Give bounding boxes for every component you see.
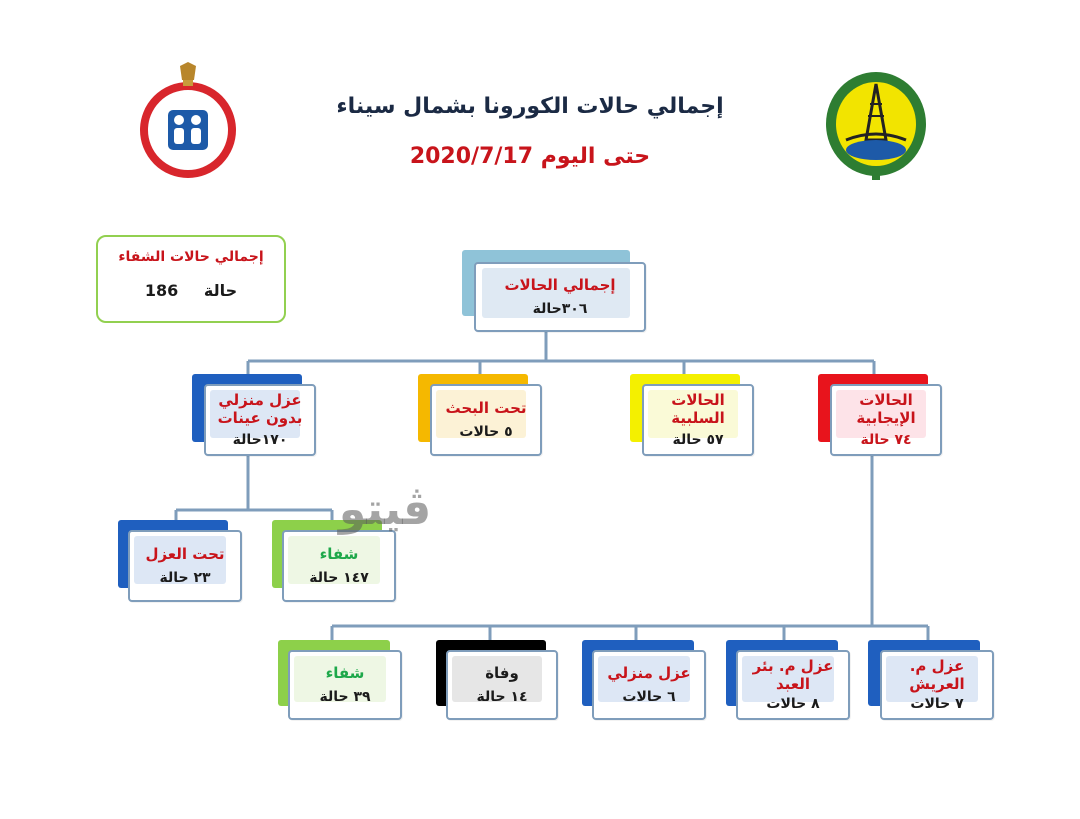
recovery-summary-box bbox=[96, 235, 286, 323]
negative-value: ٥٧ حالة bbox=[672, 432, 724, 448]
home-isolation-no-samples-value: ١٧٠حالة bbox=[232, 432, 288, 448]
chart-date: حتى اليوم 2020/7/17 bbox=[409, 144, 651, 169]
node-positive-cases bbox=[830, 384, 942, 456]
node-recovered-home bbox=[282, 530, 396, 602]
home-isolation-value: ٦ حالات bbox=[622, 689, 676, 705]
node-deaths bbox=[446, 650, 558, 720]
positive-label: الحالات الإيجابية bbox=[856, 391, 916, 427]
node-recovered-positive bbox=[288, 650, 402, 720]
recovery-summary-title: إجمالي حالات الشفاء bbox=[118, 249, 264, 265]
total-label: إجمالي الحالات bbox=[504, 276, 616, 294]
node-total-cases bbox=[474, 262, 646, 332]
arish-isolation-value: ٧ حالات bbox=[910, 696, 964, 712]
node-home-isolation-no-samples bbox=[204, 384, 316, 456]
under-isolation-label: تحت العزل bbox=[145, 545, 225, 563]
node-under-isolation bbox=[128, 530, 242, 602]
deaths-value: ١٤ حالة bbox=[476, 689, 528, 705]
watermark: ڤيتو bbox=[338, 484, 432, 535]
total-value: ٣٠٦حالة bbox=[532, 301, 588, 317]
positive-value: ٧٤ حالة bbox=[860, 432, 912, 448]
home-isolation-no-samples-label: عزل منزلي بدون عينات bbox=[217, 391, 303, 427]
node-bir-al-abd-isolation bbox=[736, 650, 850, 720]
under-isolation-value: ٢٣ حالة bbox=[159, 570, 211, 586]
node-home-isolation bbox=[592, 650, 706, 720]
node-negative-cases bbox=[642, 384, 754, 456]
recovery-summary-value: 186 bbox=[144, 281, 179, 300]
recovered-home-value: ١٤٧ حالة bbox=[309, 570, 369, 586]
bir-al-abd-isolation-value: ٨ حالات bbox=[766, 696, 820, 712]
recovered-positive-value: ٣٩ حالة bbox=[319, 689, 371, 705]
investigation-value: ٥ حالات bbox=[459, 424, 513, 440]
arish-isolation-label: عزل م. العريش bbox=[909, 657, 965, 693]
deaths-label: وفاة bbox=[485, 664, 519, 682]
node-arish-isolation bbox=[880, 650, 994, 720]
bir-al-abd-isolation-label: عزل م. بئر العبد bbox=[752, 657, 834, 693]
home-isolation-label: عزل منزلي bbox=[607, 664, 691, 682]
node-under-investigation bbox=[430, 384, 542, 456]
recovered-home-label: شفاء bbox=[319, 545, 359, 563]
negative-label: الحالات السلبية bbox=[671, 391, 725, 427]
recovered-positive-label: شفاء bbox=[325, 664, 365, 682]
recovery-summary-unit: حالة bbox=[203, 281, 238, 300]
chart-title: إجمالي حالات الكورونا بشمال سيناء bbox=[336, 94, 724, 119]
investigation-label: تحت البحث bbox=[445, 399, 527, 417]
